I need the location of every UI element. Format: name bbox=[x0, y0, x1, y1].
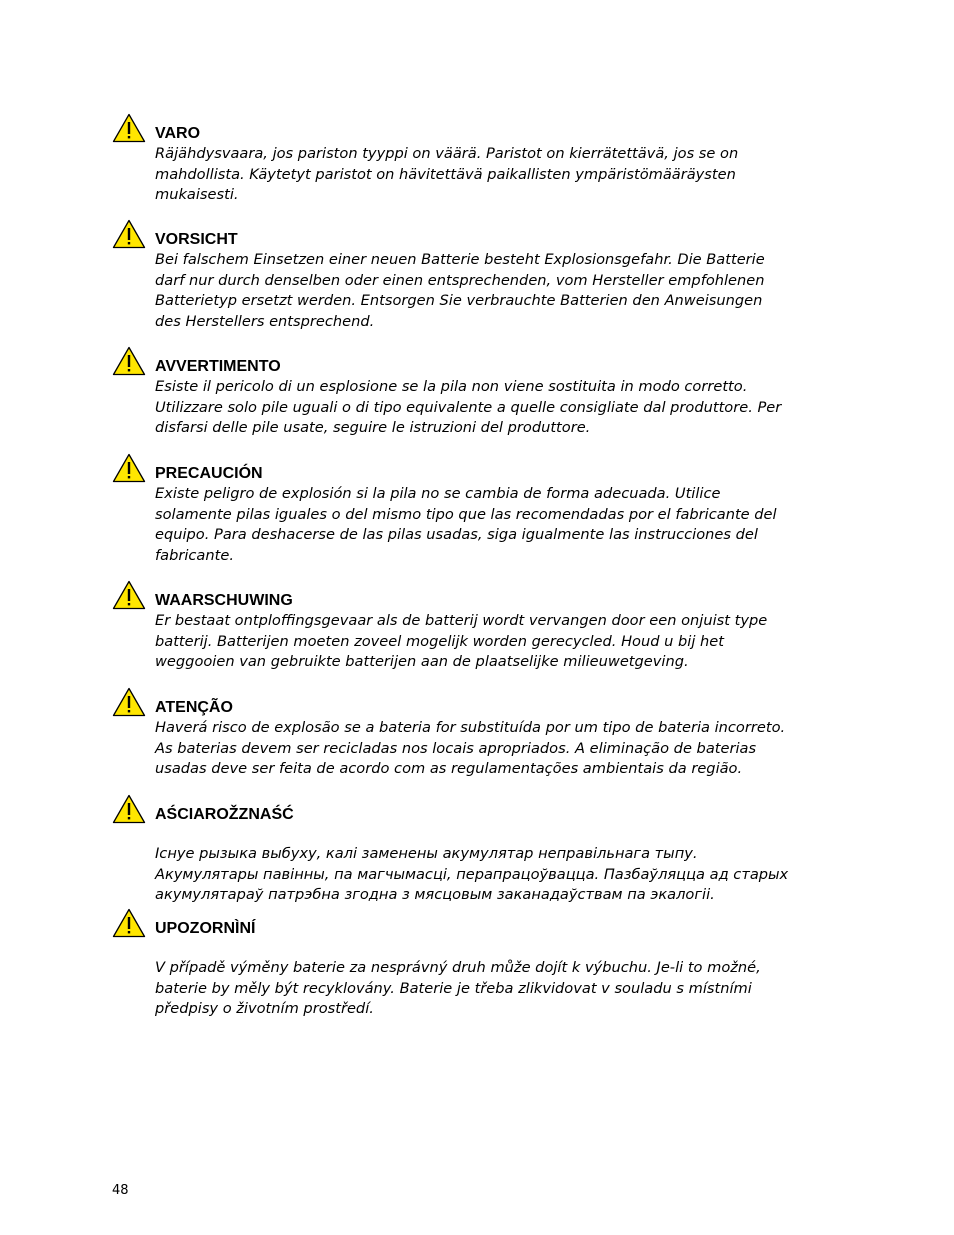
warning-triangle-icon bbox=[112, 794, 146, 824]
warning-body: Existe peligro de explosión si la pila no se cambia de forma adecuada. Utilice solamente pilas iguales o del mismo tipo que las recomendadas por el fabricante del equipo. Para deshacerse de las pilas usadas, siga igualmente las instrucciones del fabricante. bbox=[155, 485, 777, 564]
warning-heading: UPOZORNÌNÍ bbox=[155, 920, 256, 937]
warning-triangle-icon bbox=[112, 219, 146, 249]
warning-heading: AŚCIAROŽZNAŚĆ bbox=[155, 806, 294, 823]
warning-body: Er bestaat ontploffingsgevaar als de batterij wordt vervangen door een onjuist type batterij. Batterijen moeten zoveel mogelijk worden gerecycled. Houd u bij het weggooien van gebruikte batterijen aan de plaatselijke milieuwetgeving. bbox=[155, 612, 768, 670]
warning-triangle-icon bbox=[112, 687, 146, 717]
warning-body: V případě výměny baterie za nesprávný druh může dojít k výbuchu. Je-li to možné, baterie by měly být recyklovány. Baterie je třeba zlikvidovat v souladu s místními předpisy o životním prostředí. bbox=[155, 959, 761, 1017]
warning-heading: ATENÇÃO bbox=[155, 699, 233, 716]
warning-body: Esiste il pericolo di un esplosione se la pila non viene sostituita in modo corretto. Utilizzare solo pile uguali o di tipo equivalente a quelle consigliate dal produttore. Per disfarsi delle pile usate, seguire le istruzioni del produttore. bbox=[155, 378, 782, 436]
warning-body: Haverá risco de explosão se a bateria for substituída por um tipo de bateria incorreto. As baterias devem ser recicladas nos locais apropriados. A eliminação de baterias usadas deve ser feita de acordo com as regulamentações ambientais da região. bbox=[155, 719, 786, 777]
warning-body: Bei falschem Einsetzen einer neuen Batterie besteht Explosionsgefahr. Die Batterie darf nur durch denselben oder einen entsprechenden, vom Hersteller empfohlenen Batterietyp ersetzt werden. Entsorgen Sie verbrauchte Batterien den Anweisungen des Herstellers entsprechend. bbox=[155, 251, 765, 330]
warning-heading: VARO bbox=[155, 125, 201, 142]
warning-body: Існуе рызыка выбуху, калі заменены акумулятар неправільнага тыпу. Акумулятары павінны, па магчымасці, перапрацоўвацца. Пазбаўляцца ад старых акумулятараў патрэбна згодна з мясцовым заканадаўствам па экалогіі. bbox=[155, 845, 789, 903]
warning-triangle-icon bbox=[112, 908, 146, 938]
warning-heading: VORSICHT bbox=[155, 231, 238, 248]
warning-triangle-icon bbox=[112, 346, 146, 376]
warning-body: Räjähdysvaara, jos pariston tyyppi on väärä. Paristot on kierrätettävä, jos se on mahdollista. Käytetyt paristot on hävitettävä paikallisten ympäristömääräysten mukaisesti. bbox=[155, 145, 739, 203]
warning-triangle-icon bbox=[112, 113, 146, 143]
warning-triangle-icon bbox=[112, 580, 146, 610]
page-number: 48 bbox=[112, 1183, 129, 1198]
warning-triangle-icon bbox=[112, 453, 146, 483]
warning-heading: WAARSCHUWING bbox=[155, 592, 293, 609]
warning-heading: PRECAUCIÓN bbox=[155, 465, 263, 482]
warning-heading: AVVERTIMENTO bbox=[155, 358, 281, 375]
